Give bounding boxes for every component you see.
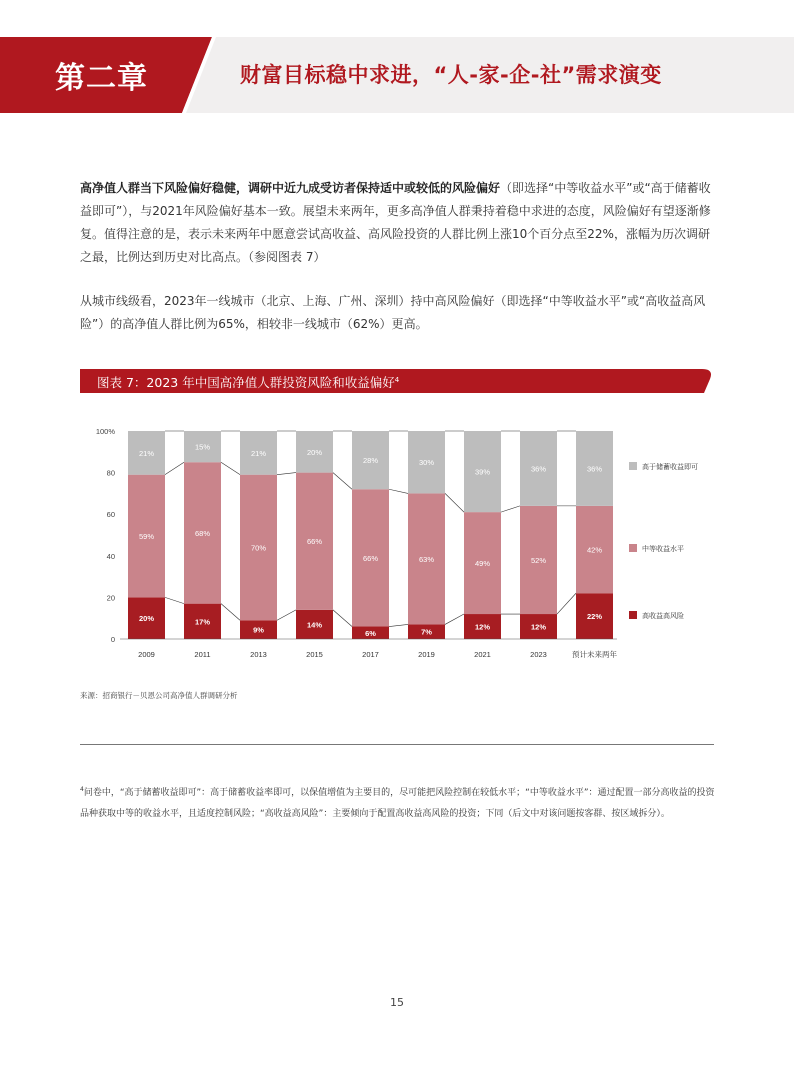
page-number: 15 xyxy=(390,996,404,1009)
chapter-title: 财富目标稳中求进，“人-家-企-社”需求演变 xyxy=(240,63,662,87)
x-tick-label: 2017 xyxy=(362,650,379,659)
x-tick-label: 2021 xyxy=(474,650,491,659)
data-label: 66% xyxy=(362,553,379,563)
legend-label: 中等收益水平 xyxy=(642,546,684,553)
data-label: 21% xyxy=(138,448,155,458)
x-tick-label: 2019 xyxy=(418,650,435,659)
connector-line xyxy=(221,462,240,474)
data-label: 52% xyxy=(530,555,547,565)
figure-footnote-ref: 4 xyxy=(394,376,400,384)
data-label: 70% xyxy=(250,543,267,553)
legend-swatch xyxy=(629,611,637,619)
data-label: 14% xyxy=(306,620,323,630)
data-label: 6% xyxy=(365,628,376,638)
legend-swatch xyxy=(629,462,637,470)
paragraph-1-highlight: 高净值人群当下风险偏好稳健，调研中近九成受访者保持适中或较低的风险偏好 xyxy=(80,181,501,195)
data-label: 42% xyxy=(586,545,603,555)
x-tick-label: 2015 xyxy=(306,650,323,659)
data-label: 21% xyxy=(250,448,267,458)
connector-line xyxy=(445,614,464,624)
y-tick-label: 40 xyxy=(106,551,115,561)
connector-line xyxy=(165,597,184,603)
connector-line xyxy=(389,489,408,493)
data-label: 49% xyxy=(474,559,491,569)
connector-line xyxy=(277,473,296,475)
connector-line xyxy=(557,593,576,614)
stacked-bar-chart xyxy=(80,420,720,670)
data-label: 39% xyxy=(474,467,491,477)
paragraph-2: 从城市线级看，2023年一线城市（北京、上海、广州、深圳）持中高风险偏好（即选择“中等收益水平”或“高收益高风险”）的高净值人群比例为65%，相较非一线城市（62%）更高。 xyxy=(80,294,706,331)
x-tick-label: 2013 xyxy=(250,650,267,659)
x-tick-label: 2011 xyxy=(194,650,211,659)
connector-line xyxy=(445,493,464,512)
source-note: 来源：招商银行－贝恩公司高净值人群调研分析 xyxy=(80,691,238,700)
figure-title-text: 图表 7：2023 年中国高净值人群投资风险和收益偏好 xyxy=(97,375,395,390)
connector-line xyxy=(277,610,296,620)
data-label: 15% xyxy=(194,442,211,452)
footnote-text: 问卷中，“高于储蓄收益即可”：高于储蓄收益率即可，以保值增值为主要目的，尽可能把风险控制在较低水平；“中等收益水平”：通过配置一部分高收益的投资品种获取中等的收益水平，且适度控制风险；“高收益高风险”：主要倾向于配置高收益高风险的投资；下同（后文中对该问题按客群、按区域拆分）。 xyxy=(80,788,715,819)
y-tick-label: 20 xyxy=(106,593,115,603)
connector-line xyxy=(333,610,352,627)
data-label: 36% xyxy=(530,464,547,474)
footnote-divider xyxy=(80,744,714,745)
y-tick-label: 100% xyxy=(95,427,115,436)
data-label: 20% xyxy=(138,614,155,624)
y-tick-label: 80 xyxy=(106,468,115,478)
data-label: 66% xyxy=(306,537,323,547)
footnote-marker: 4 xyxy=(80,786,84,793)
x-tick-label: 2023 xyxy=(530,650,547,659)
data-label: 63% xyxy=(418,554,435,564)
chapter-header xyxy=(0,37,794,113)
chapter-number: 第二章 xyxy=(55,61,148,96)
legend-label: 高于储蓄收益即可 xyxy=(642,464,698,471)
data-label: 12% xyxy=(474,622,491,632)
footnote xyxy=(80,779,720,825)
legend-swatch xyxy=(629,544,637,552)
data-label: 28% xyxy=(362,456,379,466)
connector-line xyxy=(221,604,240,621)
data-label: 36% xyxy=(586,464,603,474)
legend-label: 高收益高风险 xyxy=(642,613,684,620)
data-label: 68% xyxy=(194,528,211,538)
paragraph-1-text: （即选择“中等收益水平”或“高于储蓄收益即可”），与2021年风险偏好基本一致。展望未来两年，更多高净值人群秉持着稳中求进的态度，风险偏好有望逐渐修复。值得注意的是，表示未来两年中愿意尝试高收益、高风险投资的人群比例上涨10个百分点至22%，涨幅为历次调研之最，比例达到历史对比高点。（参阅图表 7） xyxy=(80,181,711,264)
y-tick-label: 0 xyxy=(110,635,115,644)
connector-line xyxy=(501,506,520,512)
data-label: 30% xyxy=(418,458,435,468)
data-label: 20% xyxy=(306,447,323,457)
connector-line xyxy=(389,624,408,626)
data-label: 9% xyxy=(253,625,264,635)
data-label: 22% xyxy=(586,612,603,622)
connector-line xyxy=(165,462,184,474)
data-label: 59% xyxy=(138,532,155,542)
y-tick-label: 60 xyxy=(106,510,115,520)
connector-line xyxy=(333,473,352,490)
figure-title-bar xyxy=(80,369,714,393)
data-label: 12% xyxy=(530,622,547,632)
data-label: 7% xyxy=(421,627,432,637)
x-tick-label: 预计未来两年 xyxy=(572,650,617,659)
paragraph-1 xyxy=(80,177,720,269)
x-tick-label: 2009 xyxy=(138,650,155,659)
data-label: 17% xyxy=(194,617,211,627)
figure-title xyxy=(97,373,399,391)
